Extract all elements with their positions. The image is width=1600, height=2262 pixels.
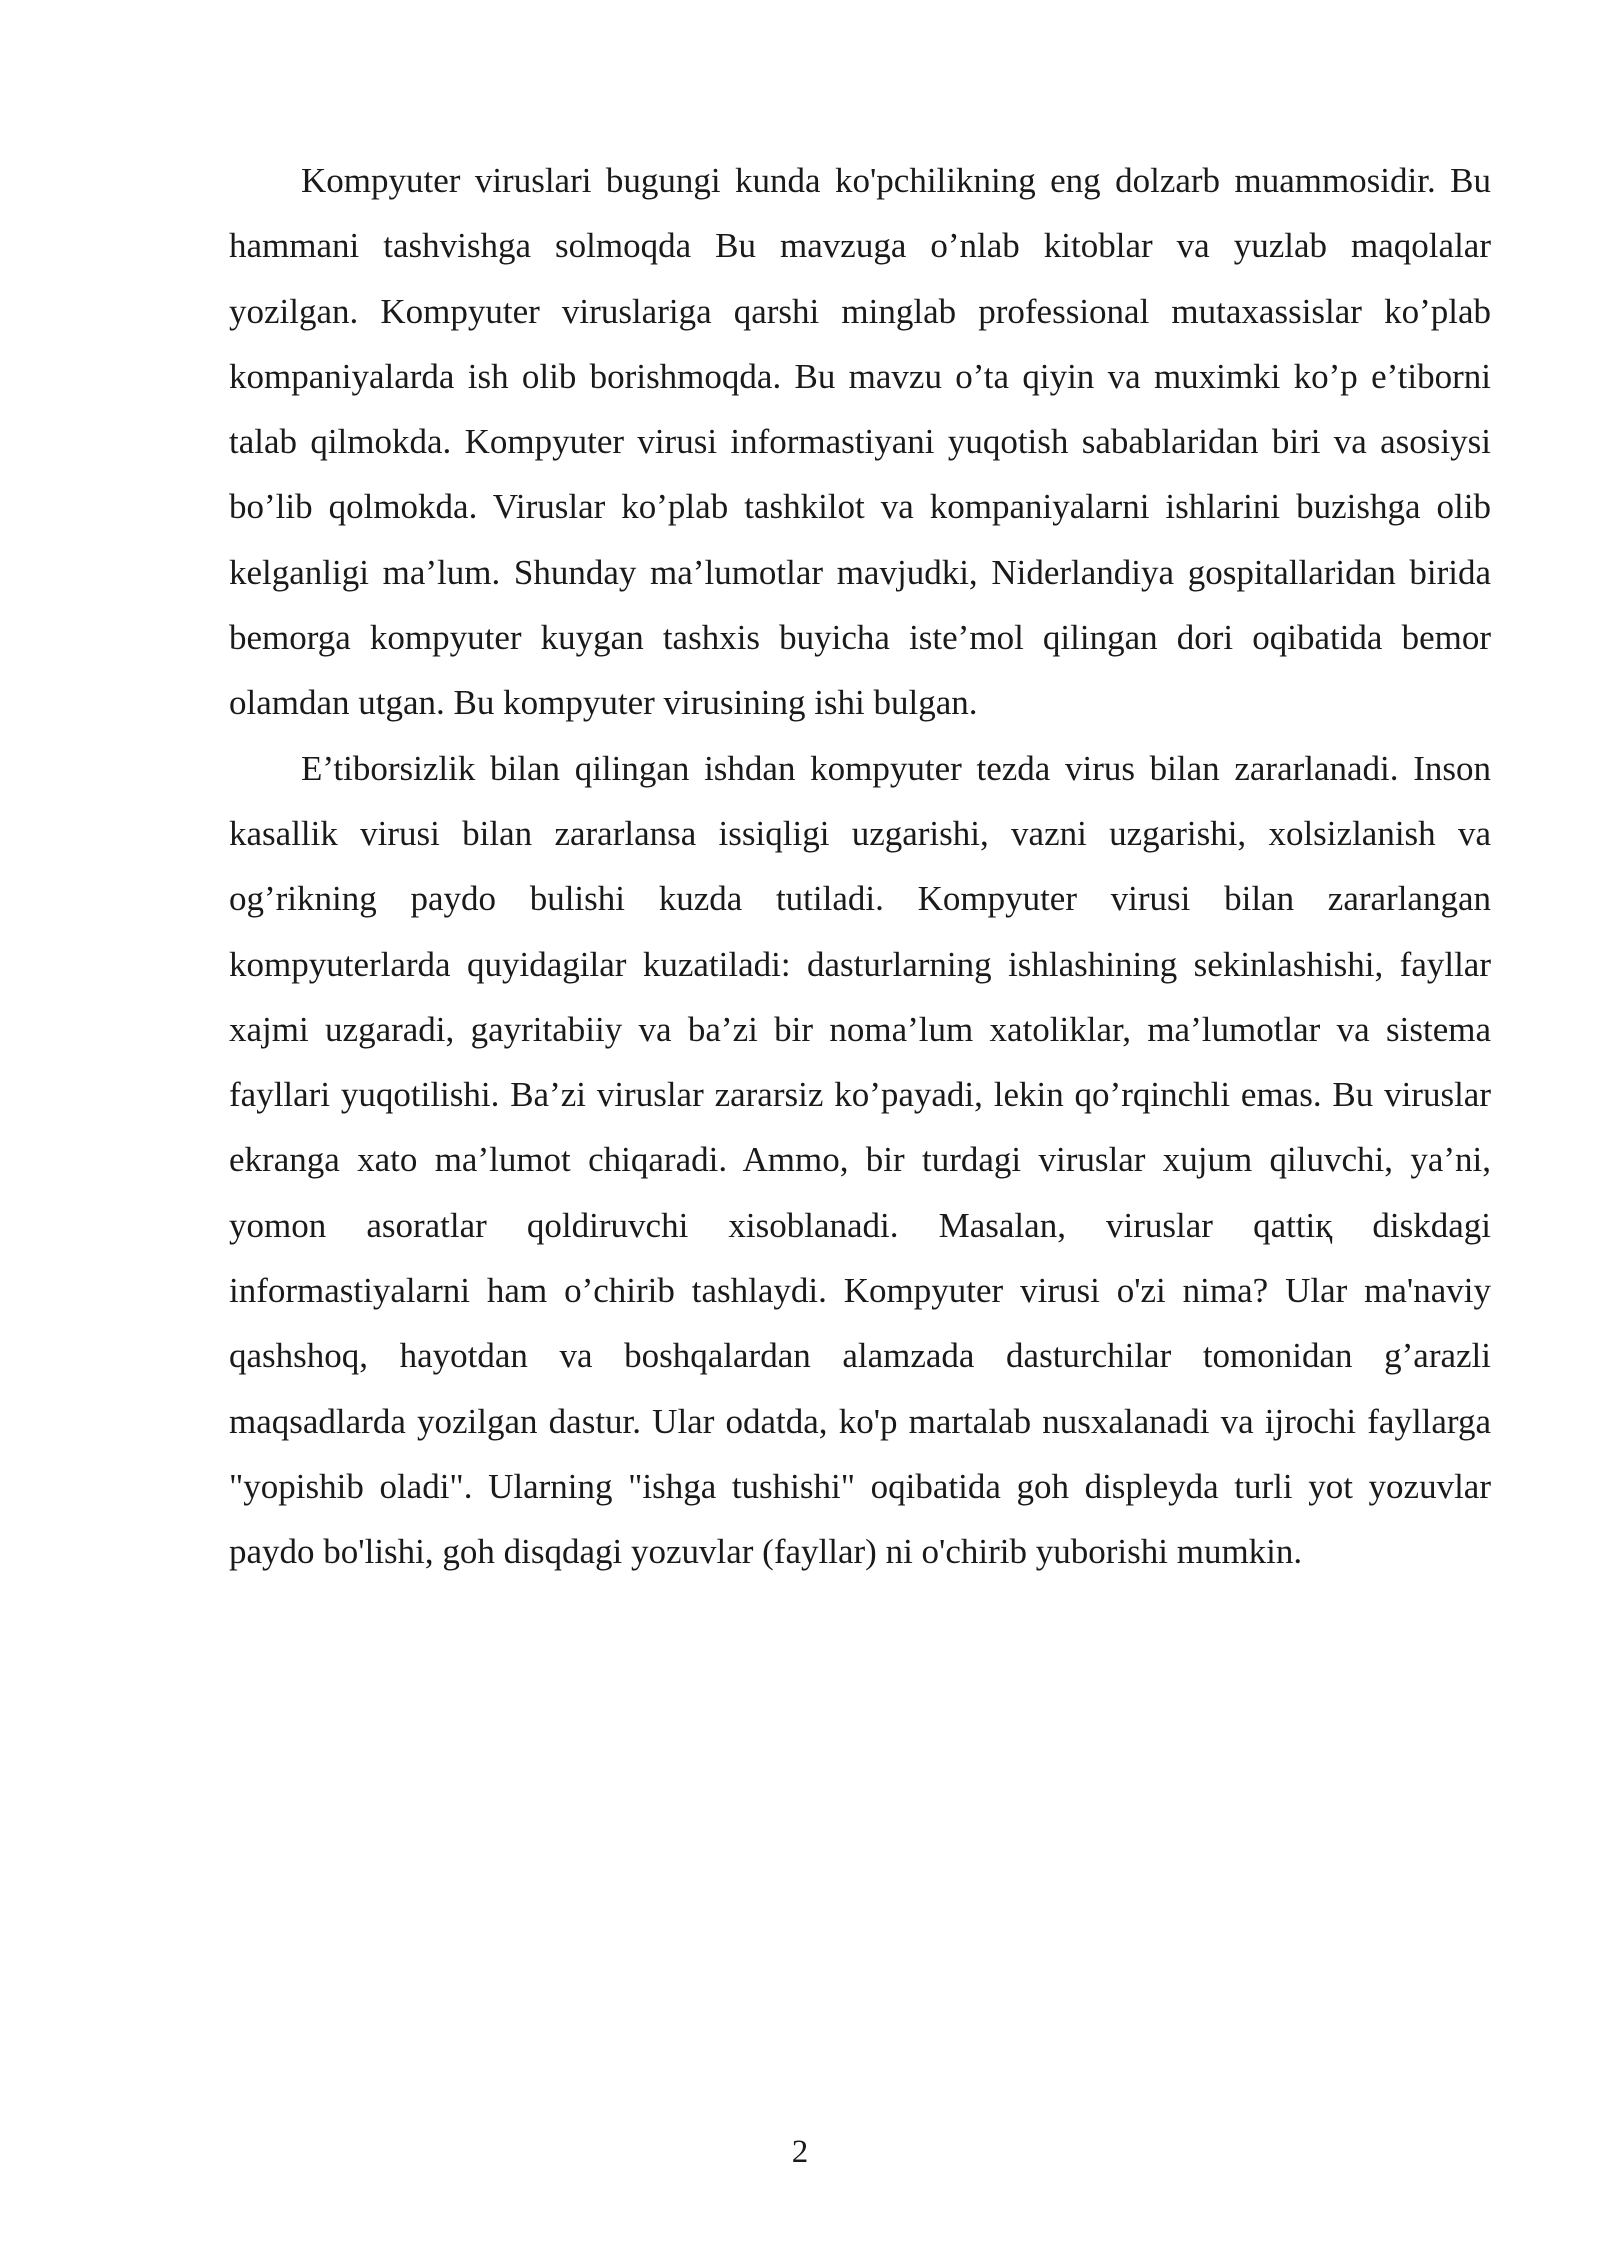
page-number: 2 [791, 2134, 809, 2170]
body-text [229, 148, 1491, 1585]
paragraph-2: E’tiborsizlik bilan qilingan ishdan kompyuter tezda virus bilan zararlanadi. Inson kasallik virusi bilan zararlansa issiqligi uzgarishi, vazni uzgarishi, xolsizlanish va og’rikning paydo bulishi kuzda tutiladi. Kompyuter virusi bilan zararlangan kompyuterlarda quyidagilar kuzatiladi: dasturlarning ishlashining sekinlashishi, fayllar xajmi uzgaradi, gayritabiiy va ba’zi bir noma’lum xatoliklar, ma’lumotlar va sistema fayllari yuqotilishi. Ba’zi viruslar zararsiz ko’payadi, lekin qo’rqinchli emas. Bu viruslar ekranga xato ma’lumot chiqaradi. Ammo, bir turdagi viruslar xujum qiluvchi, ya’ni, yomon asoratlar qoldiruvchi xisoblanadi. Masalan, viruslar qattiқ diskdagi informastiyalarni ham o’chirib tashlaydi. Kompyuter virusi o'zi nima? Ular ma'naviy qashshoq, hayotdan va boshqalardan alamzada dasturchilar tomonidan g’arazli maqsadlarda yozilgan dastur. Ular odatda, ko'p martalab nusxalanadi va ijrochi fayllarga "yopishib oladi". Ularning "ishga tushishi" oqibatida goh displeyda turli yot yozuvlar paydo bo'lishi, goh disqdagi yozuvlar (fayllar) ni o'chirib yuborishi mumkin. [229, 748, 1491, 1572]
paragraph-1: Kompyuter viruslari bugungi kunda ko'pchilikning eng dolzarb muammosidir. Bu hammani tashvishga solmoqda Bu mavzuga o’nlab kitoblar va yuzlab maqolalar yozilgan. Kompyuter viruslariga qarshi minglab professional mutaxassislar ko’plab kompaniyalarda ish olib borishmoqda. Bu mavzu o’ta qiyin va muximki ko’p e’tiborni talab qilmokda. Kompyuter virusi informastiyani yuqotish sabablaridan biri va asosiysi bo’lib qolmokda. Viruslar ko’plab tashkilot va kompaniyalarni ishlarini buzishga olib kelganligi ma’lum. Shunday ma’lumotlar mavjudki, Niderlandiya gospitallaridan birida bemorga kompyuter kuygan tashxis buyicha iste’mol qilingan dori oqibatida bemor olamdan utgan. Bu kompyuter virusining ishi bulgan. [229, 161, 1491, 723]
